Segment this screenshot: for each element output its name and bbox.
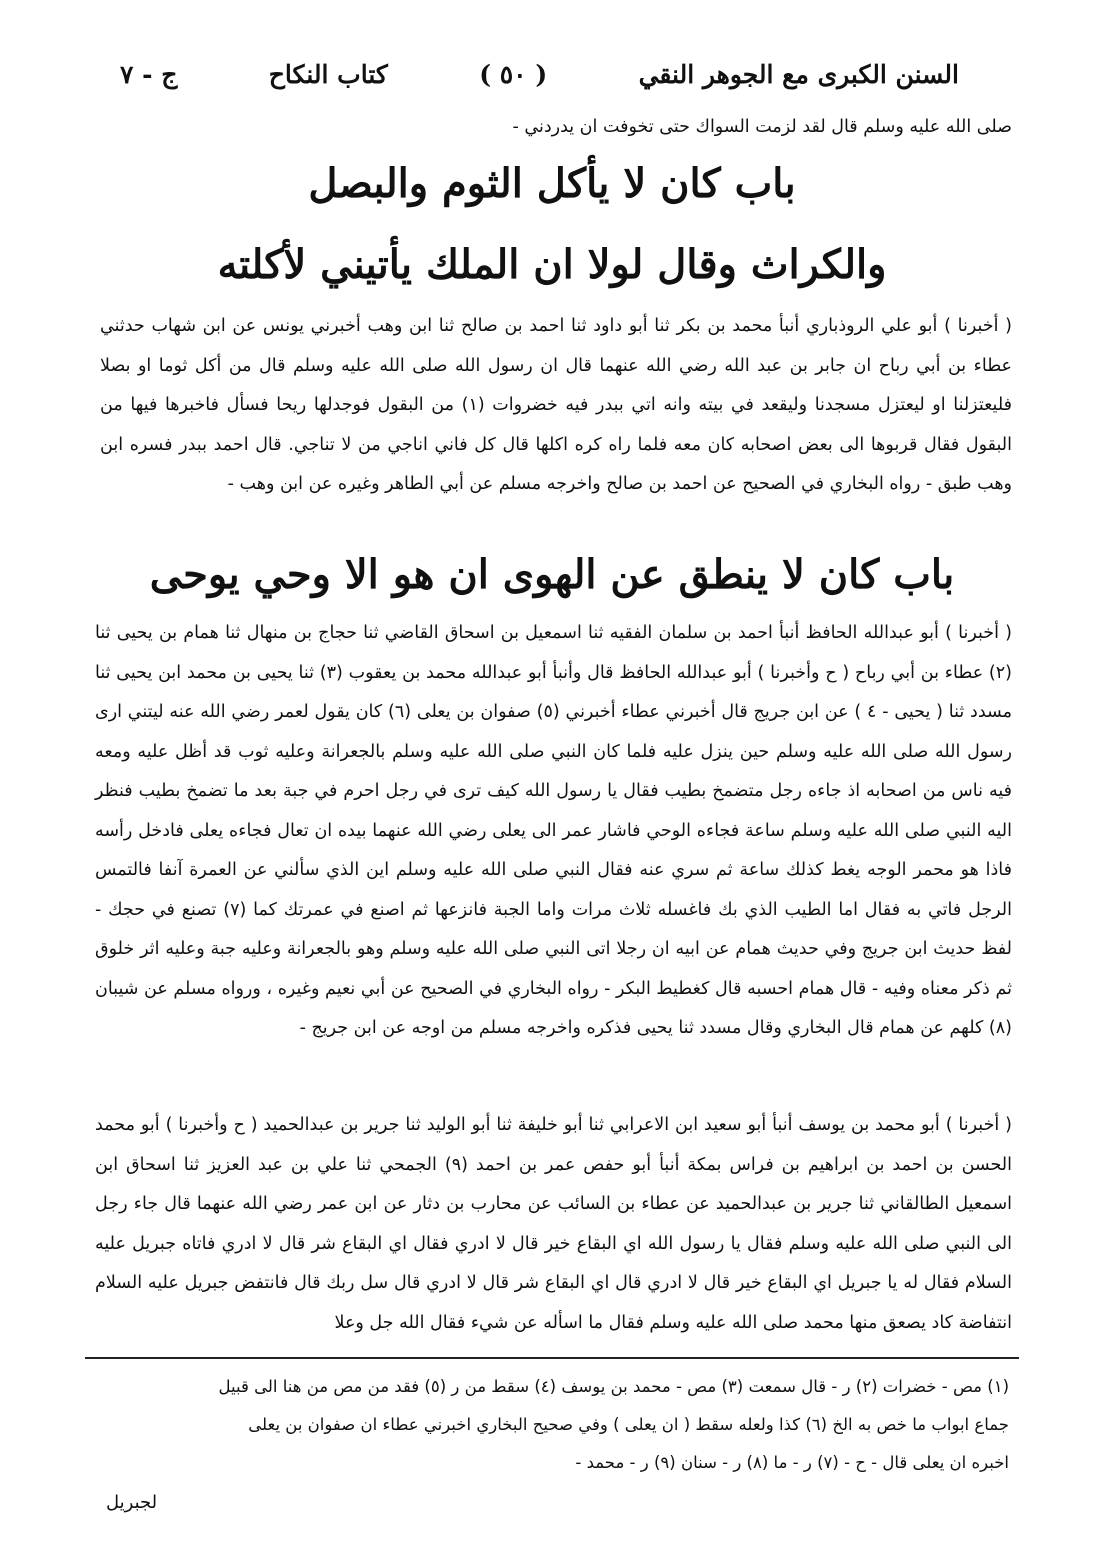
section2-body-2: ( أخبرنا ) أبو محمد بن يوسف أنبأ أبو سعيد ابن الاعرابي ثنا أبو خليفة ثنا أبو الوليد ثنا جرير بن عبدالحميد ( ح وأخبرنا ) أبو محمد الحسن بن احمد بن ابراهيم بن فراس بمكة أنبأ أبو حفص عمر بن احمد (٩) الجمحي ثنا علي بن عبد العزيز ثنا اسحاق ابن اسمعيل الطالقاني ثنا جرير بن عبدالحميد عن عطاء بن السائب عن محارب بن دثار عن ابن عمر رضي الله عنهما قال جاء رجل الى النبي صلى الله عليه وسلم فقال يا رسول الله اي البقاع خير قال لا ادري فقال اي البقاع شر قال لا ادري فاتاه جبريل عليه السلام فقال له يا جبريل اي البقاع خير قال لا ادري قال اي البقاع شر قال لا ادري قال سل ربك قال فانتفض جبريل عليه السلام انتفاضة كاد يصعق منها محمد صلى الله عليه وسلم فقال ما اسأله عن شيء فقال الله جل وعلا [95,1115,1012,1333]
footnote-line: اخبره ان يعلى قال - ح - (٧) ر - ما (٨) ر - سنان (٩) ر - محمد - [575,1453,1009,1472]
footnote-divider [85,1357,1019,1359]
chapter-title: كتاب النكاح [268,59,388,89]
section2-body: ( أخبرنا ) أبو عبدالله الحافظ أنبأ احمد بن سلمان الفقيه ثنا اسمعيل بن اسحاق القاضي ثنا حجاج بن منهال ثنا همام بن يحيى ثنا (٢) عطاء بن أبي رباح ( ح وأخبرنا ) أبو عبدالله الحافظ قال وأنبأ أبو عبدالله محمد بن يعقوب (٣) ثنا يحيى بن محمد ابن يحيى ثنا مسدد ثنا ( يحيى - ٤ ) عن ابن جريج قال أخبرني عطاء أخبرني (٥) صفوان بن يعلى (٦) كان يقول لعمر رضي الله عنه ليتني ارى رسول الله صلى الله عليه وسلم حين ينزل عليه فلما كان النبي صلى الله عليه وسلم بالجعرانة وعليه ثوب قد أظل عليه ومعه فيه ناس من اصحابه اذ جاءه رجل متضمخ بطيب فقال يا رسول الله كيف ترى في رجل احرم في جبة بعد ما تضمخ بطيب فنظر اليه النبي صلى الله عليه وسلم ساعة فجاءه الوحي فاشار عمر الى يعلى رضي الله عنهما بيده ان تعال فجاءه يعلى فادخل رأسه فاذا هو محمر الوجه يغط كذلك ساعة ثم سري عنه فقال النبي صلى الله عليه وسلم اين الذي سألني عن العمرة آنفا فالتمس الرجل فاتي به فقال اما الطيب الذي بك فاغسله ثلاث مرات واما الجبة فانزعها ثم اصنع في عمرتك كما (٧) تصنع في حجك - لفظ حديث ابن جريج وفي حديث همام عن ابيه ان رجلا اتى النبي صلى الله عليه وسلم وهو بالجعرانة وعليه جبة وعليه اثر خلوق ثم ذكر معناه وفيه - قال همام احسبه قال كغطيط البكر - رواه البخاري في الصحيح عن أبي نعيم وغيره ، ورواه مسلم عن شيبان (٨) كلهم عن همام قال البخاري وقال مسدد ثنا يحيى فذكره واخرجه مسلم من اوجه عن ابن جريج - [95,623,1013,1038]
book-title: السنن الكبرى مع الجوهر النقي [638,59,959,89]
footnote-line: جماع ابواب ما خص به الخ (٦) كذا ولعله سقط ( ان يعلى ) وفي صحيح البخاري اخبرني عطاء ان صفوان بن يعلى [248,1415,1009,1434]
section1-title-line1: باب كان لا يأكل الثوم والبصل [308,160,796,207]
running-header [120,54,959,94]
section2-title: باب كان لا ينطق عن الهوى ان هو الا وحي يوحى [149,551,955,598]
footnote-line: (١) مص - خضرات (٢) ر - قال سمعت (٣) مص - محمد بن يوسف (٤) سقط من ر (٥) فقد من مص من هنا الى قبيل [218,1377,1009,1396]
intro-line: صلى الله عليه وسلم قال لقد لزمت السواك حتى تخوفت ان يدردني - [512,117,1012,137]
footnotes [90,1368,1009,1482]
page-number: ( ٥٠ ) [479,59,548,89]
volume-number: ج - ٧ [120,59,178,89]
catchword: لجبريل [106,1492,158,1513]
section1-title-line2: والكراث وقال لولا ان الملك يأتيني لأكلته [217,241,887,288]
section1-body: ( أخبرنا ) أبو علي الروذباري أنبأ محمد بن بكر ثنا أبو داود ثنا احمد بن صالح ثنا ابن وهب أخبرني يونس عن ابن شهاب حدثني عطاء بن أبي رباح ان جابر بن عبد الله رضي الله عنهما قال ان رسول الله صلى الله عليه وسلم قال من أكل ثوما او بصلا فليعتزلنا او ليعتزل مسجدنا وليقعد في بيته وانه اتي ببدر فيه خضروات (١) من البقول فوجدلها ريحا فسأل فاخبرها فيها من البقول فقال قربوها الى بعض اصحابه كان معه فلما راه كره اكلها قال كل فاني اناجي من لا تناجي. قال احمد ببدر فسره ابن وهب طبق - رواه البخاري في الصحيح عن احمد بن صالح واخرجه مسلم عن أبي الطاهر وغيره عن ابن وهب - [100,316,1013,494]
